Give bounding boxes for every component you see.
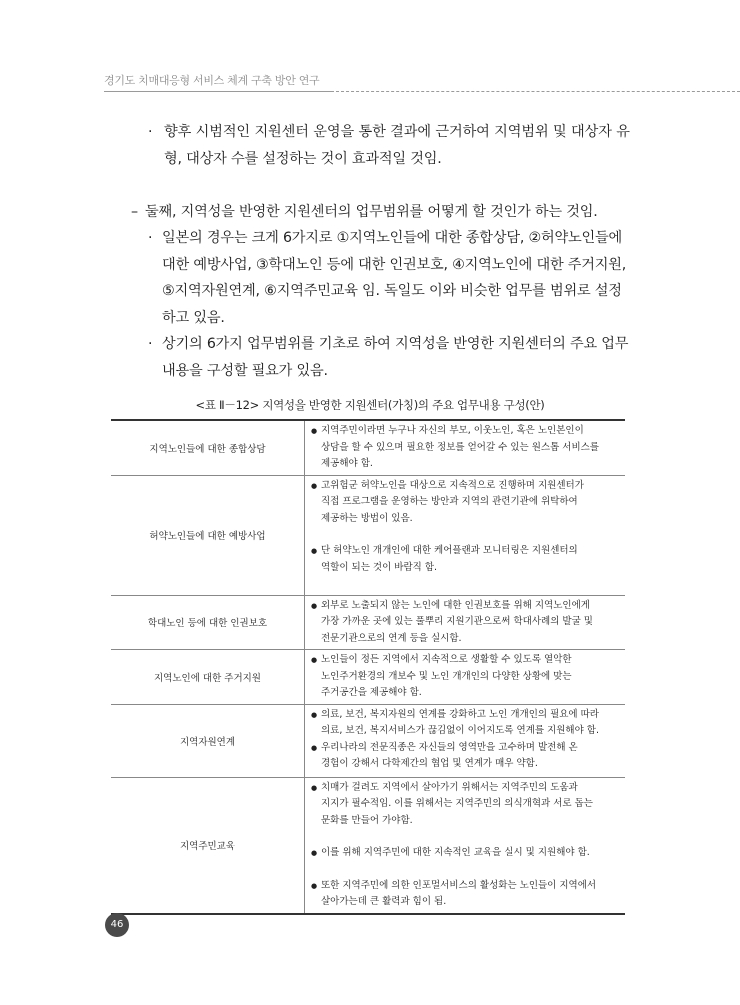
row-content — [305, 704, 626, 777]
bullet-line: ● 우리나라의 전문직종은 자신들의 영역만을 고수하며 발전해 온 — [321, 741, 578, 753]
row-label: 지역노인에 대한 주거지원 — [111, 650, 305, 705]
bullet-line: 가장 가까운 곳에 있는 풀뿌리 지원기관으로써 학대사례의 발굴 및 — [321, 616, 593, 627]
page-number: 46 — [105, 913, 129, 937]
bullet-marker: · — [148, 124, 153, 140]
text-line: 향후 시범적인 지원센터 운영을 통한 결과에 근거하여 지역범위 및 대상자 유 — [164, 124, 630, 140]
bullet-item — [311, 478, 619, 528]
row-label: 지역주민교육 — [111, 777, 305, 914]
row-label: 지역자원연계 — [111, 704, 305, 777]
dash-marker: – — [131, 204, 138, 220]
bullet-marker: · — [148, 336, 153, 352]
table-caption: <표 Ⅱ－12> 지역성을 반영한 지원센터(가칭)의 주요 업무내용 구성(안) — [195, 398, 545, 412]
bullet-item — [311, 780, 619, 830]
bullet-line: ● 또한 지역주민에 의한 인포멀서비스의 활성화는 노인들이 지역에서 — [321, 879, 597, 891]
row-content — [305, 650, 626, 705]
bullet-line: 제공하는 방법이 있음. — [321, 512, 413, 524]
header-rule-solid — [104, 91, 334, 92]
bullet-line: ● 노인들이 정든 지역에서 지속적으로 생활할 수 있도록 열악한 — [321, 654, 572, 665]
bullet-line: 직접 프로그램을 운영하는 방안과 지역의 관련기관에 위탁하여 — [321, 496, 578, 507]
header-rule-dashed — [336, 91, 740, 92]
bullet-line: ● 단 허약노인 개개인에 대한 케어플랜과 모니터링은 지원센터의 — [321, 545, 578, 556]
text-line: 내용을 구성할 필요가 있음. — [162, 362, 328, 379]
bullet-item — [311, 878, 619, 911]
table-row — [111, 475, 625, 595]
bullet-line: 역할이 되는 것이 바람직 함. — [321, 561, 438, 573]
bullet-line: ● 지역주민이라면 누구나 자신의 부모, 이웃노인, 혹은 노인본인이 — [321, 425, 584, 436]
paragraph-1 — [148, 119, 638, 172]
paragraph-3 — [148, 225, 640, 331]
bullet-line: 지지가 필수적임. 이를 위해서는 지역주민의 의식개혁과 서로 돕는 — [321, 798, 593, 809]
row-content — [305, 777, 626, 914]
spacer — [311, 829, 619, 845]
bullet-item — [311, 598, 619, 648]
bullet-line: 노인주거환경의 개보수 및 노인 개개인의 다양한 상황에 맞는 — [321, 670, 572, 682]
bullet-item — [311, 543, 619, 576]
text-line: 둘째, 지역성을 반영한 지원센터의 업무범위를 어떻게 할 것인가 하는 것임. — [145, 204, 598, 220]
text-line: 대한 예방사업, ③학대노인 등에 대한 인권보호, ④지역노인에 대한 주거지원, — [162, 256, 627, 273]
bullet-line: ● 고위험군 허약노인을 대상으로 지속적으로 진행하며 지원센터가 — [321, 479, 584, 491]
bullet-line: 상담을 할 수 있으며 필요한 정보를 얻어갈 수 있는 원스톱 서비스를 — [321, 441, 599, 453]
table-row — [111, 420, 625, 475]
bullet-item — [311, 845, 619, 862]
table-row — [111, 777, 625, 914]
bullet-line: ● 치매가 걸려도 지역에서 살아가기 위해서는 지역주민의 도움과 — [321, 781, 578, 793]
table-row — [111, 650, 625, 705]
spacer — [311, 527, 619, 543]
bullet-line: 전문기관으로의 연계 등을 실시함. — [321, 632, 462, 644]
bullet-line: 경험이 강해서 다학제간의 협업 및 연계가 매우 약함. — [321, 758, 538, 769]
bullet-item — [311, 652, 619, 702]
text-line: 형, 대상자 수를 설정하는 것이 효과적일 것임. — [164, 150, 442, 167]
paragraph-2 — [131, 199, 641, 226]
text-line: 상기의 6가지 업무범위를 기초로 하여 지역성을 반영한 지원센터의 주요 업무 — [162, 336, 629, 352]
bullet-line: ● 이를 위해 지역주민에 대한 지속적인 교육을 실시 및 지원해야 함. — [321, 847, 590, 858]
bullet-item — [311, 740, 619, 773]
row-label: 허약노인들에 대한 예방사업 — [111, 475, 305, 595]
bullet-line: 주거공간을 제공해야 함. — [321, 687, 422, 698]
header-title: 경기도 치매대응형 서비스 체계 구축 방안 연구 — [104, 74, 320, 87]
bullet-line: ● 외부로 노출되지 않는 노인에 대한 인권보호를 위해 지역노인에게 — [321, 599, 590, 611]
text-line: 하고 있음. — [162, 309, 225, 326]
row-label: 학대노인 등에 대한 인권보호 — [111, 595, 305, 650]
spacer — [311, 862, 619, 878]
paragraph-4 — [148, 331, 640, 384]
row-label: 지역노인들에 대한 종합상담 — [111, 420, 305, 475]
work-scope-table — [111, 419, 625, 915]
table-row — [111, 704, 625, 777]
bullet-line: 살아가는데 큰 활력과 힘이 됨. — [321, 896, 447, 907]
bullet-line: ● 의료, 보건, 복지자원의 연계를 강화하고 노인 개개인의 필요에 따라 — [321, 708, 599, 720]
bullet-line: 제공해야 함. — [321, 458, 373, 469]
text-line: 일본의 경우는 크게 6가지로 ①지역노인들에 대한 종합상담, ②허약노인들에 — [162, 230, 622, 246]
bullet-marker: · — [148, 230, 153, 246]
text-line: ⑤지역자원연계, ⑥지역주민교육 임. 독일도 이와 비슷한 업무를 범위로 설정 — [162, 283, 622, 299]
row-content — [305, 420, 626, 475]
bullet-line: 의료, 보건, 복지서비스가 끊김없이 이어지도록 연계를 지원해야 함. — [321, 725, 599, 736]
bullet-item — [311, 423, 619, 473]
row-content — [305, 475, 626, 595]
bullet-line: 문화를 만들어 가야함. — [321, 814, 413, 826]
row-content — [305, 595, 626, 650]
table-row — [111, 595, 625, 650]
bullet-item — [311, 707, 619, 740]
